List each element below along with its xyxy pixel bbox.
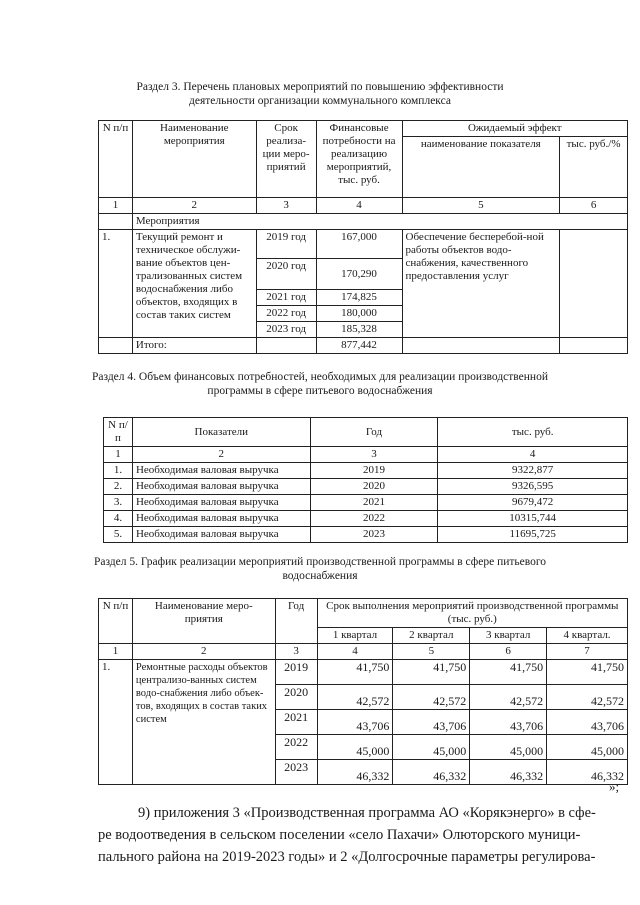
table-row: 2023 46,332 46,332 46,332 46,332	[99, 760, 628, 785]
section3-table	[98, 120, 628, 354]
header-q1: 1 квартал	[317, 628, 393, 644]
section4-table	[103, 417, 628, 543]
colnum: 2	[132, 198, 256, 214]
header-name: Наименование мероприятия	[132, 121, 256, 198]
total-label: Итого:	[132, 338, 256, 354]
colnum: 6	[470, 644, 547, 660]
colnum: 5	[402, 198, 560, 214]
year-cell: 2023 год	[256, 322, 316, 338]
value-cell: 170,290	[316, 259, 402, 290]
header-indicators: Показатели	[132, 418, 310, 447]
body-paragraph	[98, 802, 628, 868]
header-indicator: наименование показателя	[402, 137, 560, 198]
table-row: 1. Необходимая валовая выручка 2019 9322,877	[104, 463, 628, 479]
colnum: 4	[438, 447, 628, 463]
section3-title: Раздел 3. Перечень плановых мероприятий по повышению эффективности деятельности организации коммунального комплекса	[136, 81, 504, 107]
closing-quote: »;	[609, 779, 620, 794]
section5-table	[98, 598, 628, 785]
header-unit: тыс. руб./%	[560, 137, 628, 198]
colnum: 4	[317, 644, 393, 660]
row-name: Ремонтные расходы объектов централизо-ванных систем водо-снабжения либо объек-тов, входящих в состав таких систем	[132, 660, 275, 785]
row-name: Текущий ремонт и техническое обслужи-вание объектов цен-трализованных систем водоснабжения либо объектов, входящих в состав таких систем	[132, 230, 256, 338]
colnum: 6	[560, 198, 628, 214]
header-q4: 4 квартал.	[547, 628, 628, 644]
header-year: Год	[275, 599, 317, 644]
colnum: 2	[132, 447, 310, 463]
header-term: Срок выполнения мероприятий производственной программы (тыс. руб.)	[317, 599, 627, 628]
colnum: 3	[275, 644, 317, 660]
header-q2: 2 квартал	[393, 628, 470, 644]
colnum: 4	[316, 198, 402, 214]
year-cell: 2021 год	[256, 290, 316, 306]
year-cell: 2022 год	[256, 306, 316, 322]
section4-title: Раздел 4. Объем финансовых потребностей, необходимых для реализации производственной программы в сфере питьевого водоснабжения	[92, 371, 548, 397]
header-finance: Финансовые потребности на реализацию мероприятий, тыс. руб.	[316, 121, 402, 198]
header-num: N п/п	[104, 418, 133, 447]
table-row: 1. Ремонтные расходы объектов централизо-ванных систем водо-снабжения либо объек-тов, входящих в состав таких систем 2019 41,750 41,750 41,750 41,750	[99, 660, 628, 685]
table-row: 3. Необходимая валовая выручка 2021 9679,472	[104, 495, 628, 511]
header-year: Год	[310, 418, 438, 447]
header-term: Срок реализа-ции меро-приятий	[256, 121, 316, 198]
row-num: 1.	[99, 660, 133, 785]
table-row: 2021 43,706 43,706 43,706 43,706	[99, 710, 628, 735]
colnum: 2	[132, 644, 275, 660]
header-name: Наименование меро-приятия	[132, 599, 275, 644]
group-label: Мероприятия	[132, 214, 627, 230]
table-row: 2. Необходимая валовая выручка 2020 9326,595	[104, 479, 628, 495]
table-row: 2022 45,000 45,000 45,000 45,000	[99, 735, 628, 760]
header-num: N п/п	[99, 121, 133, 198]
paragraph-line: пального района на 2019-2023 годы» и 2 «Долгосрочные параметры регулирова-	[98, 849, 596, 865]
header-num: N п/п	[99, 599, 133, 644]
table-row: 4. Необходимая валовая выручка 2022 10315,744	[104, 511, 628, 527]
value-cell: 180,000	[316, 306, 402, 322]
paragraph-line: ре водоотведения в сельском поселении «село Пахачи» Олюторского муници-	[98, 827, 581, 843]
header-rub: тыс. руб.	[438, 418, 628, 447]
colnum: 5	[393, 644, 470, 660]
paragraph-line: 9) приложения 3 «Производственная программа АО «Корякэнерго» в сфе-	[138, 805, 596, 821]
table-row: 2020 42,572 42,572 42,572 42,572	[99, 685, 628, 710]
value-cell: 174,825	[316, 290, 402, 306]
colnum: 3	[256, 198, 316, 214]
colnum: 1	[104, 447, 133, 463]
year-cell: 2019 год	[256, 230, 316, 259]
header-effect: Ожидаемый эффект	[402, 121, 627, 137]
row-num: 1.	[99, 230, 133, 338]
colnum: 3	[310, 447, 438, 463]
value-cell: 167,000	[316, 230, 402, 259]
colnum: 7	[547, 644, 628, 660]
colnum: 1	[99, 644, 133, 660]
value-cell: 185,328	[316, 322, 402, 338]
section5-title: Раздел 5. График реализации мероприятий производственной программы в сфере питьевого водоснабжения	[93, 556, 547, 582]
year-cell: 2020 год	[256, 259, 316, 290]
total-value: 877,442	[316, 338, 402, 354]
colnum: 1	[99, 198, 133, 214]
table-row: 5. Необходимая валовая выручка 2023 11695,725	[104, 527, 628, 543]
row-effect: Обеспечение бесперебой-ной работы объектов водо-снабжения, качественного предоставления услуг	[402, 230, 560, 338]
header-q3: 3 квартал	[470, 628, 547, 644]
